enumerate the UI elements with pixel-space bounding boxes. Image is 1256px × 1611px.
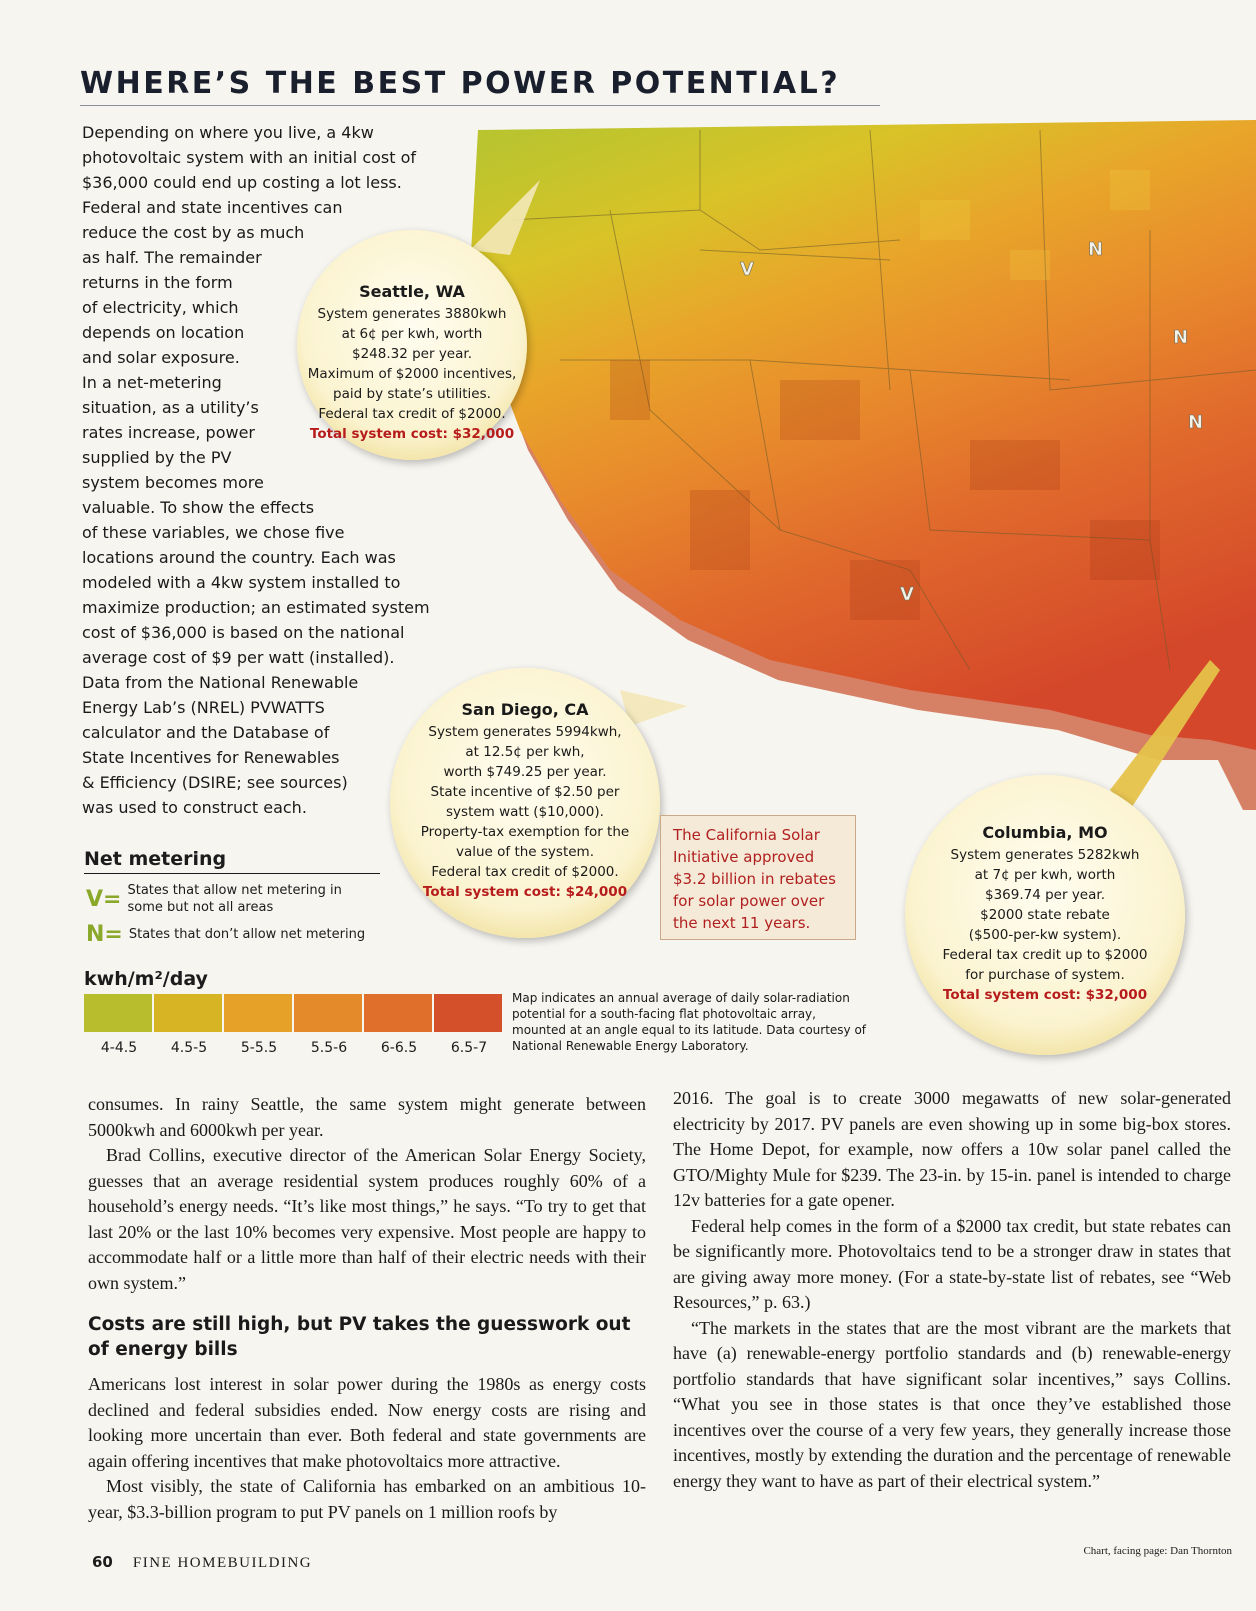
bubble-city: Columbia, MO — [982, 823, 1108, 842]
intro-line: supplied by the PV — [82, 448, 232, 467]
scale-label: 6-6.5 — [380, 1040, 418, 1056]
chart-credit: Chart, facing page: Dan Thornton — [1083, 1545, 1232, 1557]
scale-swatch — [294, 994, 364, 1032]
intro-line: system becomes more — [82, 473, 264, 492]
intro-line: of electricity, which — [82, 298, 239, 317]
intro-line: valuable. To show the effects — [82, 498, 315, 517]
intro-line: State Incentives for Renewables — [82, 748, 340, 767]
intro-line: and solar exposure. — [82, 348, 240, 367]
body-paragraph: Brad Collins, executive director of the American Solar Energy Society, guesses that an average residential system produces roughly 60% of a household’s energy needs. “It’s like most things,” he says. “To try to get that last 20% or the last 10% becomes very expensive. Most people are happy to accommodate half or a little more than half of their electric needs with their own system.” — [88, 1145, 646, 1293]
intro-line: of these variables, we chose five — [82, 523, 345, 542]
intro-line: as half. The remainder — [82, 248, 262, 267]
intro-line: cost of $36,000 is based on the national — [82, 623, 405, 642]
scale-label: 4-4.5 — [100, 1040, 138, 1056]
body-paragraph: Most visibly, the state of California has embarked on an ambitious 10-year, $3.3-billion program to put PV panels on 1 million roofs by — [88, 1476, 646, 1522]
legend-n-row — [86, 922, 366, 947]
intro-line: Data from the National Renewable — [82, 673, 359, 692]
legend-v-text-line: some but not all areas — [127, 900, 274, 915]
body-paragraph: 2016. The goal is to create 3000 megawatts of new solar-generated electricity by 2017. PV panels are even showing up in some big-box stores. The Home Depot, for example, now offers a 10w solar panel called the GTO/Mighty Mule for $239. The 23-in. by 15-in. panel is intended to charge 12v batteries for a gate opener. — [673, 1088, 1231, 1210]
intro-line: depends on location — [82, 323, 245, 342]
scale-label: 4.5-5 — [170, 1040, 208, 1056]
bubble-line: Federal tax credit of $2000. — [318, 406, 506, 422]
bubble-line: $369.74 per year. — [984, 887, 1105, 903]
map-symbol: V — [900, 584, 914, 605]
intro-line: reduce the cost by as much — [82, 223, 305, 242]
bubble-line: System generates 5994kwh, — [428, 724, 622, 740]
bubble-line: ($500-per-kw system). — [968, 927, 1122, 943]
scale-label: 6.5-7 — [450, 1040, 488, 1056]
bubble-line: Federal tax credit up to $2000 — [942, 947, 1148, 963]
california-callout: The California Solar Initiative approved $3.2 billion in rebates for solar power over the next 11 years. — [660, 815, 856, 940]
body-paragraph: Federal help comes in the form of a $2000 tax credit, but state rebates can be significantly more. Photovoltaics tend to be a stronger draw in states that are giving away more money. (For a state-by-state list of rebates, see “Web Resources,” p. 63.) — [673, 1215, 1231, 1312]
bubble-line: $248.32 per year. — [351, 346, 472, 362]
intro-line: Federal and state incentives can — [82, 198, 343, 217]
section-subhead: Costs are still high, but PV takes the guesswork out of energy bills — [88, 1314, 631, 1360]
intro-line: & Efficiency (DSIRE; see sources) — [82, 773, 348, 792]
scale-swatch — [84, 994, 154, 1032]
map-note: Map indicates an annual average of daily solar-radiation potential for a south-facing flat photovoltaic array, mounted at an angle equal to its latitude. Data courtesy of National Renewable Energy Laboratory. — [512, 991, 867, 1053]
legend-v-row — [86, 882, 342, 916]
map-symbol: V — [740, 259, 754, 280]
intro-line: locations around the country. Each was — [82, 548, 396, 567]
intro-paragraph — [82, 120, 442, 820]
scale-swatch — [154, 994, 224, 1032]
legend-v-text-line: States that allow net metering in — [127, 883, 342, 898]
page-title: WHERE’S THE BEST POWER POTENTIAL? — [80, 66, 880, 106]
bubble-line: $2000 state rebate — [980, 907, 1110, 923]
body-column-right — [673, 1086, 1231, 1494]
color-scale — [84, 994, 504, 1032]
bubble-line: System generates 5282kwh — [950, 847, 1140, 863]
bubble-total: Total system cost: $32,000 — [942, 987, 1148, 1003]
legend-n-symbol: N= — [86, 922, 123, 947]
bubble-line: Maximum of $2000 incentives, — [307, 366, 517, 382]
intro-line: Depending on where you live, a 4kw — [82, 123, 374, 142]
body-paragraph: Americans lost interest in solar power during the 1980s as energy costs declined and federal subsidies ended. Now energy costs are rising and looking more uncertain than ever. Both federal and state governments are again offering incentives that make photovoltaics more attractive. — [88, 1374, 646, 1471]
scale-swatch — [364, 994, 434, 1032]
sandiego-bubble — [390, 668, 660, 938]
intro-line: Energy Lab’s (NREL) PVWATTS — [82, 698, 325, 717]
intro-line: photovoltaic system with an initial cost of — [82, 148, 417, 167]
body-paragraph: consumes. In rainy Seattle, the same system might generate between 5000kwh and 6000kwh per year. — [88, 1094, 646, 1140]
seattle-bubble — [297, 230, 527, 460]
intro-line: modeled with a 4kw system installed to — [82, 573, 401, 592]
intro-line: returns in the form — [82, 273, 233, 292]
intro-line: rates increase, power — [82, 423, 255, 442]
bubble-line: system watt ($10,000). — [446, 804, 604, 820]
body-paragraph: “The markets in the states that are the most vibrant are the markets that have (a) renewable-energy portfolio standards and (b) renewable-energy portfolio standards that have significant solar incentives,” says Collins. “What you see in those states is that once they’ve established those incentives over the course of a very few years, they generally increase those incentives, mostly by extending the duration and the percentage of renewable energy they want to have as part of their electrical system.” — [673, 1317, 1231, 1491]
legend-v-text — [127, 882, 341, 916]
map-symbol: N — [1188, 412, 1204, 433]
bubble-line: worth $749.25 per year. — [443, 764, 607, 780]
scale-swatch — [224, 994, 294, 1032]
bubble-city: San Diego, CA — [461, 700, 589, 719]
columbia-pointer — [1100, 660, 1220, 810]
magazine-name: FINE HOMEBUILDING — [132, 1555, 313, 1571]
bubble-line: value of the system. — [455, 844, 594, 860]
scale-swatch — [434, 994, 504, 1032]
intro-line: maximize production; an estimated system — [82, 598, 430, 617]
intro-line: average cost of $9 per watt (installed). — [82, 648, 395, 667]
bubble-line: System generates 3880kwh — [317, 306, 507, 322]
net-metering-heading: Net metering — [84, 848, 380, 874]
page-number: 60 — [92, 1553, 113, 1571]
bubble-city: Seattle, WA — [359, 282, 465, 301]
bubble-line: at 7¢ per kwh, worth — [974, 867, 1116, 883]
bubble-line: Federal tax credit of $2000. — [431, 864, 619, 880]
legend-n-text: States that don’t allow net metering — [128, 927, 366, 942]
intro-line: $36,000 could end up costing a lot less. — [82, 173, 402, 192]
scale-label: 5.5-6 — [310, 1040, 348, 1056]
intro-line: In a net-metering — [82, 373, 222, 392]
bubble-line: for purchase of system. — [965, 967, 1125, 983]
page-folio — [92, 1553, 312, 1572]
bubble-total: Total system cost: $32,000 — [309, 426, 515, 442]
bubble-line: Property-tax exemption for the — [420, 824, 630, 840]
bubble-line: at 6¢ per kwh, worth — [341, 326, 483, 342]
scale-heading: kwh/m²/day — [84, 968, 208, 990]
columbia-bubble — [905, 775, 1185, 1055]
bubble-line: at 12.5¢ per kwh, — [465, 744, 585, 760]
intro-line: calculator and the Database of — [82, 723, 330, 742]
bubble-total: Total system cost: $24,000 — [422, 884, 628, 900]
intro-line: situation, as a utility’s — [82, 398, 259, 417]
body-column-left — [88, 1092, 646, 1525]
bubble-line: paid by state’s utilities. — [333, 386, 491, 402]
intro-line: was used to construct each. — [82, 798, 307, 817]
scale-labels — [84, 1040, 504, 1056]
scale-label: 5-5.5 — [240, 1040, 278, 1056]
bubble-line: State incentive of $2.50 per — [430, 784, 620, 800]
map-symbol: N — [1173, 327, 1189, 348]
legend-v-symbol: V= — [86, 886, 122, 912]
map-symbol: N — [1088, 239, 1104, 260]
